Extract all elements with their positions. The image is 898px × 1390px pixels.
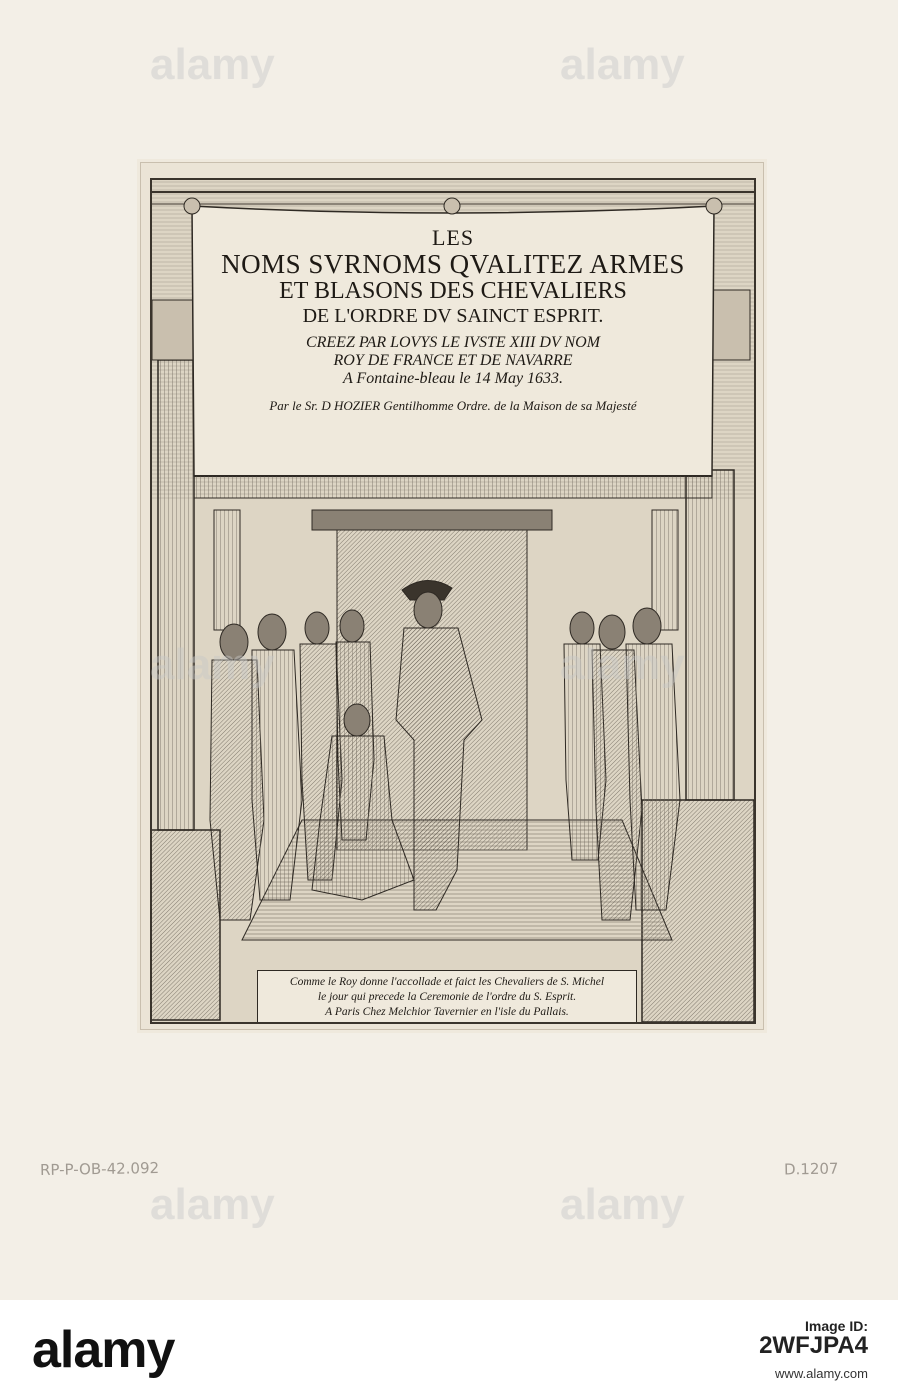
subtitle-line-2: ROY DE FRANCE ET DE NAVARRE xyxy=(333,352,573,369)
inventory-number-left: RP-P-OB-42.092 xyxy=(39,1158,160,1180)
author-line: Par le Sr. D HOZIER Gentilhomme Ordre. de la Maison de sa Majesté xyxy=(269,398,637,413)
footer-url: www.alamy.com xyxy=(775,1366,868,1381)
caption-line-3: A Paris Chez Melchior Tavernier en l'isle du Pallais. xyxy=(325,1006,569,1018)
title-line-2: ET BLASONS DES CHEVALIERS xyxy=(279,278,627,304)
engraving xyxy=(150,178,756,1024)
caption-line-2: le jour qui precede la Ceremonie de l'ordre du S. Esprit. xyxy=(317,991,577,1003)
watermark: alamy xyxy=(150,40,275,89)
watermark: alamy xyxy=(560,640,685,689)
inventory-number-right: D.1207 xyxy=(783,1159,839,1179)
watermark: alamy xyxy=(560,1180,685,1229)
image-id-value: 2WFJPA4 xyxy=(759,1332,868,1359)
title-line-3: DE L'ORDRE DV SAINCT ESPRIT. xyxy=(302,305,604,327)
watermark: alamy xyxy=(150,640,275,689)
image-id xyxy=(759,1316,868,1359)
caption-cartouche xyxy=(257,970,637,1024)
watermark: alamy xyxy=(560,40,685,89)
subtitle-line-3: A Fontaine-bleau le 14 May 1633. xyxy=(342,370,564,387)
footer-bar xyxy=(0,1300,898,1390)
watermark: alamy xyxy=(150,1180,275,1229)
subtitle-line-1: CREEZ PAR LOVYS LE IVSTE XIII DV NOM xyxy=(305,334,601,351)
image-id-label: Image ID: xyxy=(804,1318,868,1334)
title-line-1: NOMS SVRNOMS QVALITEZ ARMES xyxy=(221,249,685,279)
title-banner xyxy=(212,226,694,416)
title-line-les: LES xyxy=(431,225,475,250)
caption-line-1: Comme le Roy donne l'accollade et faict les Chevaliers de S. Michel xyxy=(289,976,605,988)
footer-logo: alamy xyxy=(32,1321,175,1379)
